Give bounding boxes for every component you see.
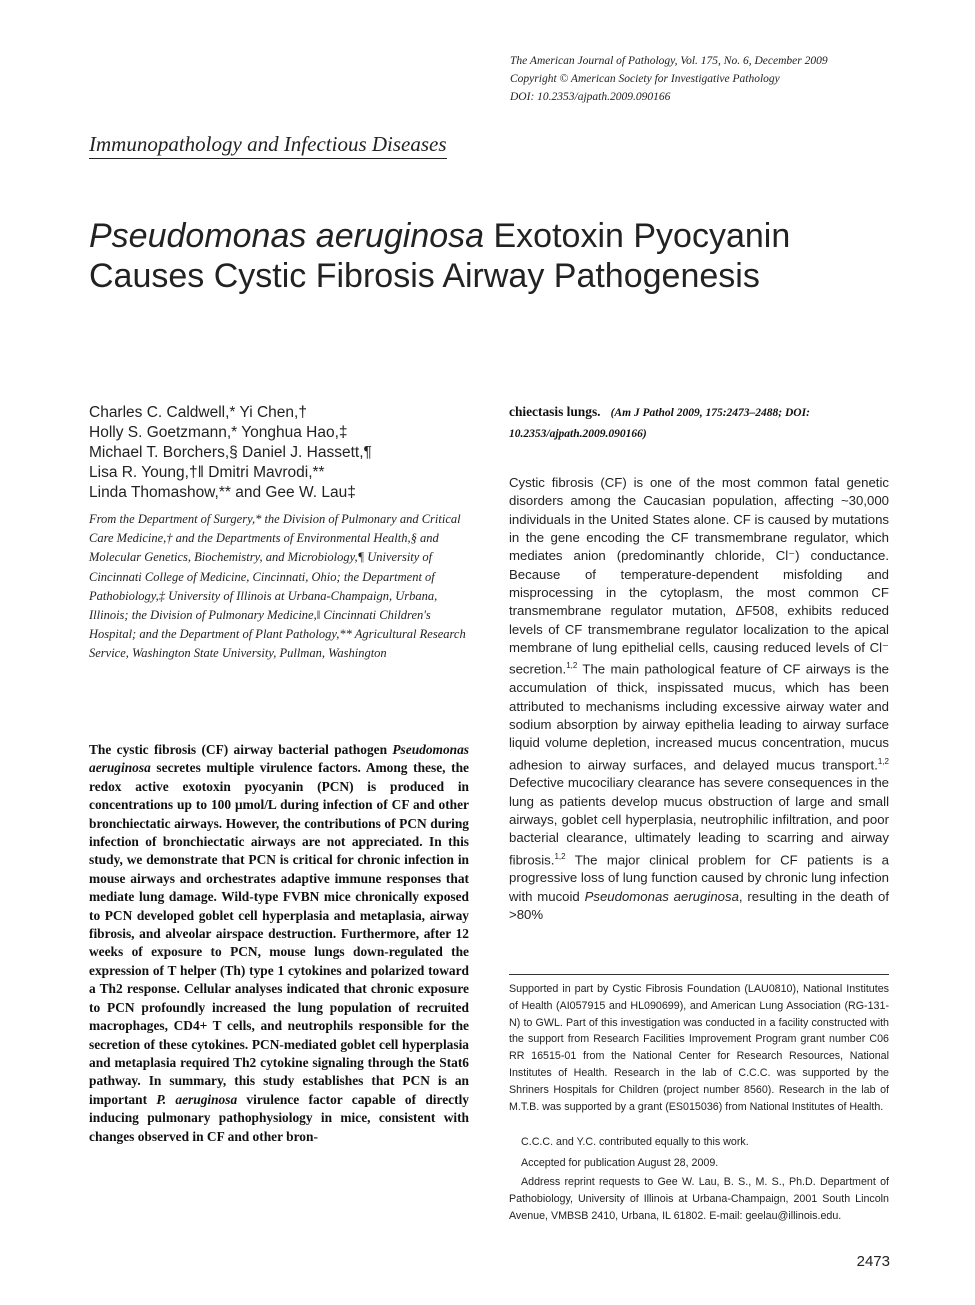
abstract-text: secretes multiple virulence factors. Among these, the redox active exotoxin pyocyanin (PCN) is produced in concentrations up to 100 μmol/L during infection of CF and other bronchiectatic airways. However, the contributions of PCN during infection of bronchiectatic airways are not appreciated. In this study, we demonstrate that PCN is critical for chronic infection in mouse airways and orchestrates adaptive immune responses that mediate lung damage. Wild-type FVBN mice chronically exposed to PCN developed goblet cell hyperplasia and metaplasia, airway fibrosis, and alveolar airspace destruction. Furthermore, after 12 weeks of exposure to PCN, mouse lungs down-regulated the expression of T helper (Th) type 1 cytokines and polarized toward a Th2 response. Cellular analyses indicated that chronic exposure to PCN profoundly increased the lung population of recruited macrophages, CD4+ T cells, and neutrophils responsible for the secretion of these cytokines. PCN-mediated goblet cell hyperplasia and metaplasia required Th2 cytokine signaling through the Stat6 pathway. In summary, this study establishes that PCN is an important [89,760,469,1107]
body-italic: Pseudomonas aeruginosa [584,888,739,904]
footnote-divider [509,974,889,975]
body-text: Cystic fibrosis (CF) is one of the most common fatal genetic disorders among the Caucasian population, affecting ~30,000 individuals in the United States alone. CF is caused by mutations in the gene encoding the CF transmembrane regulator, which mediates anion (predominantly chloride, Cl⁻) conductance. Because of temperature-dependent misfolding and misprocessing in the cytoplasm, the most common CF transmembrane regulator mutation, ΔF508, exhibits reduced levels of CF transmembrane regulator localization to the apical membrane of lung epithelial cells, causing reduced levels of Cl⁻ secretion. [509,475,889,677]
journal-copyright: Copyright © American Society for Investigative Pathology [510,73,780,85]
body-text: , resulting in the death of >80% [509,888,889,923]
article-citation: (Am J Pathol 2009, 175:2473–2488; DOI: 10.2353/ajpath.2009.090166) [509,407,810,440]
author-line: Holly S. Goetzmann,* Yonghua Hao,‡ [89,424,348,441]
body-text: The main pathological feature of CF airways is the accumulation of thick, inspissated mucus, which has been attributed to mechanisms including excessive airway water and sodium absorption by airway epithelia leading to airway surface liquid volume depletion, increased mucus concentration, mucus adhesion to airway surfaces, and delayed mucus transport. [509,661,889,772]
author-line: Charles C. Caldwell,* Yi Chen,† [89,404,307,421]
abstract-italic: P. aeruginosa [156,1091,238,1107]
intro-paragraph [509,474,889,924]
title-italic: Pseudomonas aeruginosa [89,217,485,255]
author-line: Michael T. Borchers,§ Daniel J. Hassett,¶ [89,444,372,461]
article-title [89,216,849,296]
abstract-text: The cystic fibrosis (CF) airway bacterial pathogen [89,742,393,757]
author-list [89,403,489,503]
author-line: Linda Thomashow,** and Gee W. Lau‡ [89,484,356,501]
body-text: Defective mucociliary clearance has severe consequences in the lung as patients develop mucus obstruction of large and small airways, goblet cell hyperplasia, neutrophilic infiltration, and poor bacterial clearance, ultimately leading to scarring and airway fibrosis. [509,775,889,868]
journal-doi: DOI: 10.2353/ajpath.2009.090166 [510,91,671,103]
journal-header [510,52,910,106]
abstract-italic: Pseudomonas aeruginosa [89,742,469,776]
reference: 1,2 [554,851,566,861]
title-rest: Exotoxin Pyocyanin [484,217,791,255]
abstract-continuation [509,402,889,444]
affiliations: From the Department of Surgery,* the Division of Pulmonary and Critical Care Medicine,† and the Departments of Environmental Health,§ and Molecular Genetics, Biochemistry, and Microbiology,¶ University of Cincinnati College of Medicine, Cincinnati, Ohio; the Department of Pathobiology,‡ University of Illinois at Urbana-Champaign, Urbana, Illinois; the Division of Pulmonary Medicine,‖ Cincinnati Children's Hospital; and the Department of Plant Pathology,** Agricultural Research Service, Washington State University, Pullman, Washington [89,512,466,661]
abstract-text: virulence factor capable of directly inducing pulmonary pathophysiology in mice, consistent with changes observed in CF and other bron- [89,1091,469,1144]
funding-footnote: Supported in part by Cystic Fibrosis Foundation (LAU0810), National Institutes of Health (AI057915 and HL090699), and American Lung Association (RG-131-N) to GWL. Part of this investigation was conducted in a facility constructed with the support from Research Facilities Improvement Program grant number C06 RR 16515-01 from the National Center for Research Resources, National Institutes of Health. Research in the lab of C.C.C. was supported by the Shriners Hospitals for Children (project number 8560). Research in the lab of M.T.B. was supported by a grant (ES015036) from National Institutes of Health. [509,983,889,1113]
title-line2: Causes Cystic Fibrosis Airway Pathogenesis [89,257,760,295]
journal-citation: The American Journal of Pathology, Vol. 175, No. 6, December 2009 [510,55,828,67]
accepted-footnote: Accepted for publication August 28, 2009. [521,1157,719,1169]
author-line: Lisa R. Young,†‖ Dmitri Mavrodi,** [89,464,325,481]
abstract-end: chiectasis lungs. [509,404,601,419]
body-text: The major clinical problem for CF patients is a progressive loss of lung function caused by chronic lung infection with mucoid [509,852,889,904]
page-number: 2473 [856,1253,890,1270]
reprint-footnote: Address reprint requests to Gee W. Lau, B. S., M. S., Ph.D. Department of Pathobiology, University of Illinois at Urbana-Champaign, 2001 South Lincoln Avenue, VMBSB 2410, Urbana, IL 61802. E-mail: geelau@illinois.edu. [509,1176,889,1222]
abstract [89,741,469,1146]
reference: 1,2 [877,756,889,766]
section-heading: Immunopathology and Infectious Diseases [89,131,447,159]
equal-contribution-footnote: C.C.C. and Y.C. contributed equally to this work. [521,1136,749,1148]
reference: 1,2 [566,661,578,671]
